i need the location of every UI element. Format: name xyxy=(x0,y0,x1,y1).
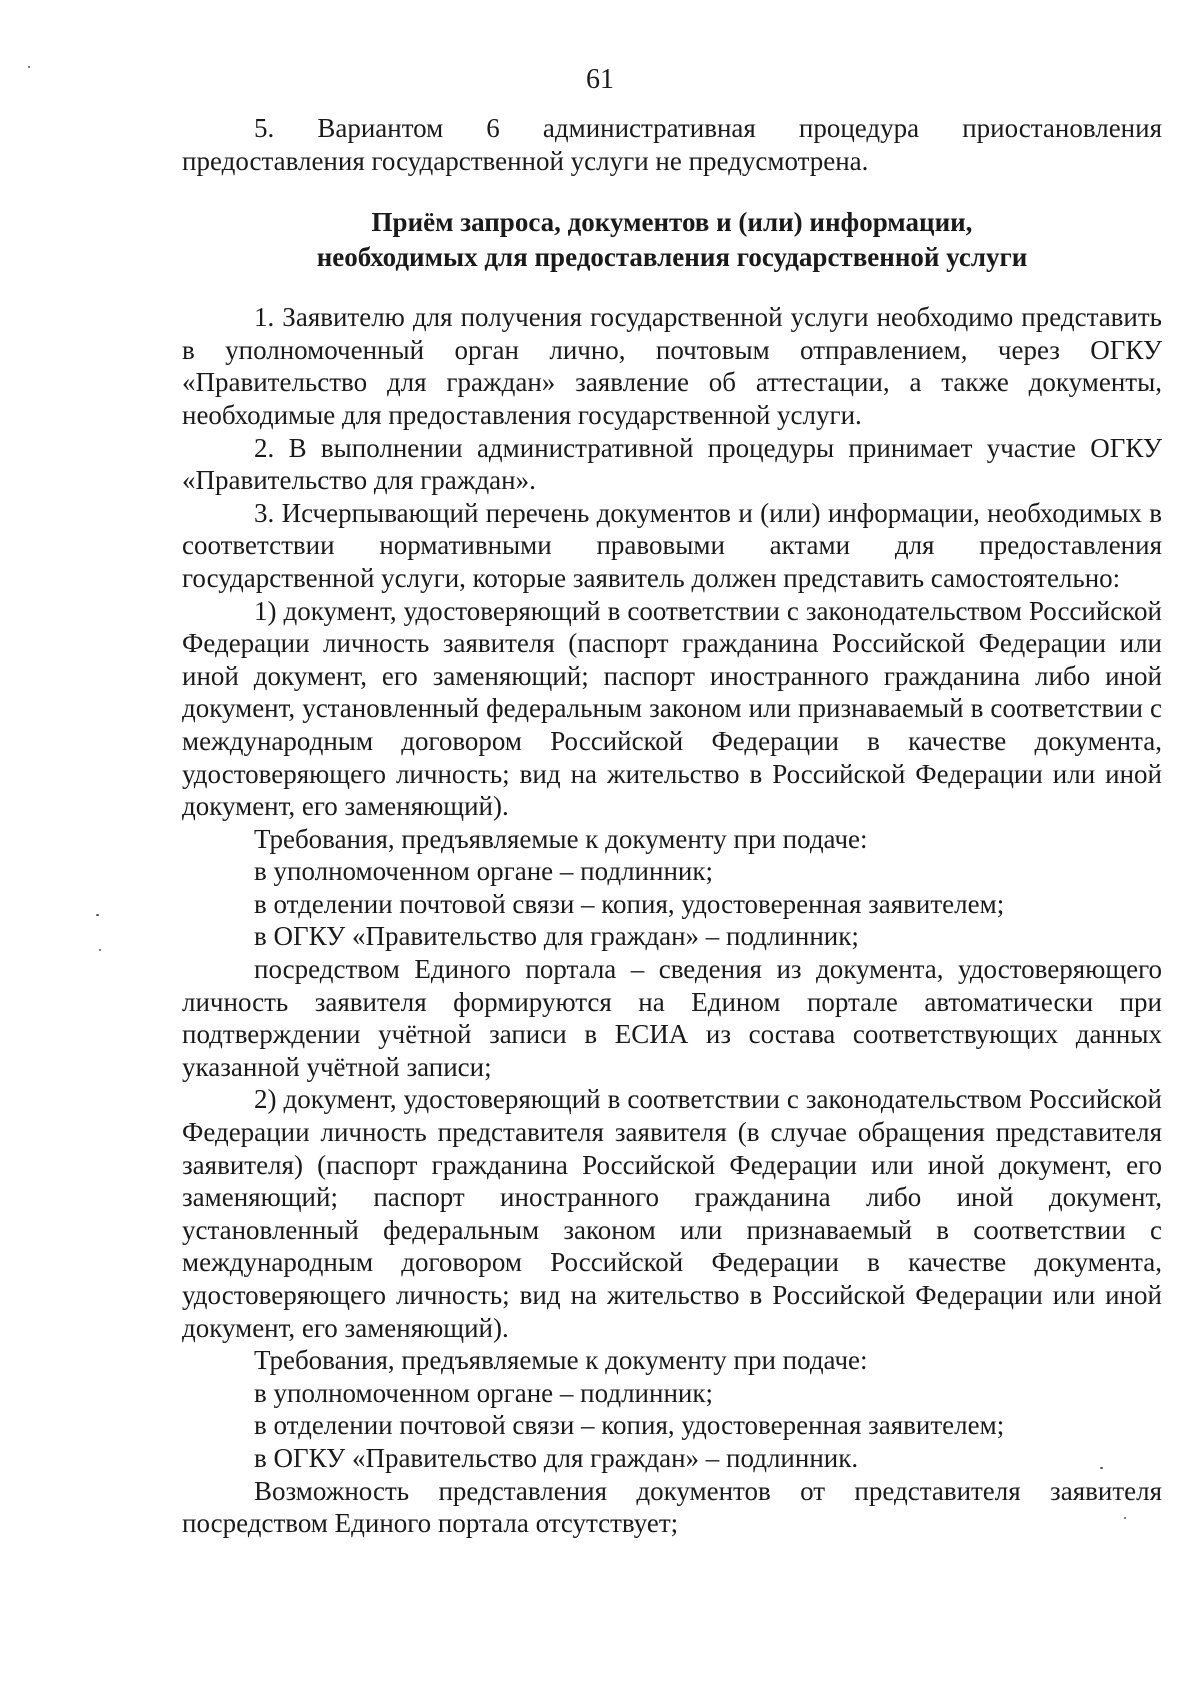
requirement-post-office-1: в отделении почтовой связи – копия, удостоверенная заявителем; xyxy=(254,888,1005,919)
scan-speck xyxy=(1124,1517,1126,1519)
requirement-portal-1: посредством Единого портала – сведения из документа, удостоверяющего личность заявителя формируются на Едином портале автоматически при подтверждении учётной записи в ЕСИА из состава соответствующих данных указанной учётной записи; xyxy=(182,954,1162,1082)
requirement-authorized-body-2: в уполномоченном органе – подлинник; xyxy=(254,1377,713,1408)
section-heading-line-1: Приём запроса, документов и (или) информации, xyxy=(371,207,973,238)
section-heading xyxy=(182,205,1162,275)
paragraph-subitem-2: 2) документ, удостоверяющий в соответствии с законодательством Российской Федерации личность представителя заявителя (в случае обращения представителя заявителя) (паспорт гражданина Российской Федерации или иной документ, его заменяющий; паспорт иностранного гражданина либо иной документ, установленный федеральным законом или признаваемый в соответствии с международным договором Российской Федерации в качестве документа, удостоверяющего личность; вид на жительство в Российской Федерации или иной документ, его заменяющий). xyxy=(182,1084,1162,1343)
requirement-ogku-2: в ОГКУ «Правительство для граждан» – подлинник. xyxy=(254,1442,859,1473)
scan-speck xyxy=(96,914,99,916)
paragraph-portal-unavailable: Возможность представления документов от представителя заявителя посредством Единого портала отсутствует; xyxy=(182,1475,1162,1539)
scan-speck xyxy=(99,949,101,951)
paragraph-requirements-2: Требования, предъявляемые к документу при подаче: xyxy=(254,1345,868,1376)
requirement-authorized-body-1: в уполномоченном органе – подлинник; xyxy=(254,856,713,887)
section-heading-line-2: необходимых для предоставления государственной услуги xyxy=(316,242,1028,273)
requirement-ogku-1: в ОГКУ «Правительство для граждан» – подлинник; xyxy=(254,921,859,952)
paragraph-requirements-1: Требования, предъявляемые к документу при подаче: xyxy=(254,823,868,854)
requirement-post-office-2: в отделении почтовой связи – копия, удостоверенная заявителем; xyxy=(254,1410,1005,1441)
paragraph-item-1: 1. Заявителю для получения государственной услуги необходимо представить в уполномоченный орган лично, почтовым отправлением, через ОГКУ «Правительство для граждан» заявление об аттестации, а также документы, необходимые для предоставления государственной услуги. xyxy=(182,302,1162,430)
paragraph-subitem-1: 1) документ, удостоверяющий в соответствии с законодательством Российской Федерации личность заявителя (паспорт гражданина Российской Федерации или иной документ, его заменяющий; паспорт иностранного гражданина либо иной документ, установленный федеральным законом или признаваемый в соответствии с международным договором Российской Федерации в качестве документа, удостоверяющего личность; вид на жительство в Российской Федерации или иной документ, его заменяющий). xyxy=(182,595,1162,822)
scan-speck xyxy=(1100,1467,1103,1469)
paragraph-item-3: 3. Исчерпывающий перечень документов и (или) информации, необходимых в соответствии нормативными правовыми актами для предоставления государственной услуги, которые заявитель должен представить самостоятельно: xyxy=(182,497,1162,593)
scan-speck xyxy=(28,66,30,68)
document-body xyxy=(182,112,1162,1540)
paragraph-item-5: 5. Вариантом 6 административная процедура приостановления предоставления государственной услуги не предусмотрена. xyxy=(182,113,1162,176)
page-number: 61 xyxy=(586,64,614,95)
paragraph-item-2: 2. В выполнении административной процедуры принимает участие ОГКУ «Правительство для граждан». xyxy=(182,432,1162,496)
